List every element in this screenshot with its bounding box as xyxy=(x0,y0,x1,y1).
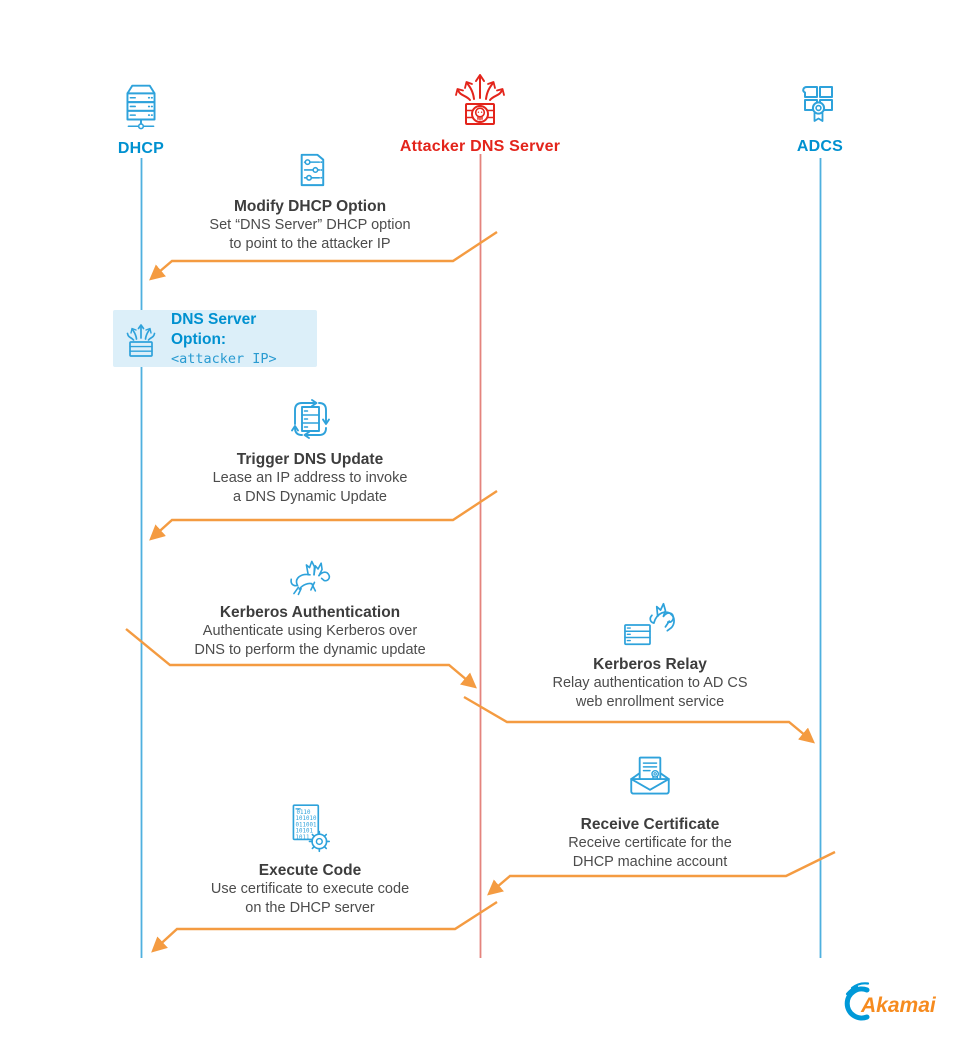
note-title: DNS Server Option: xyxy=(171,310,257,348)
step-description-line: DNS to perform the dynamic update xyxy=(194,642,426,658)
step-modify-dhcp-option xyxy=(160,145,460,254)
binary-text-row: 011001 xyxy=(295,822,317,829)
dns-server-option-note xyxy=(113,310,317,367)
step-trigger-dns-update xyxy=(160,393,460,507)
step-description-line: a DNS Dynamic Update xyxy=(233,489,387,505)
step-title: Trigger DNS Update xyxy=(236,451,384,468)
binary-text-row: 1011 xyxy=(295,834,310,841)
note-attacker-ip-value: <attacker IP> xyxy=(171,350,277,367)
modify-option-sliders-icon xyxy=(160,145,460,192)
akamai-logo-text: Akamai xyxy=(861,994,936,1017)
step-description-line: Lease an IP address to invoke xyxy=(212,470,408,486)
actor-label-attacker: Attacker DNS Server xyxy=(399,138,561,155)
step-receive-certificate xyxy=(500,750,800,872)
step-title: Kerberos Relay xyxy=(593,656,707,673)
step-description xyxy=(485,674,815,712)
step-description-line: on the DHCP server xyxy=(245,900,375,916)
akamai-logo xyxy=(840,980,955,1028)
step-description xyxy=(160,216,460,254)
actor-adcs xyxy=(760,76,880,156)
step-description-line: Use certificate to execute code xyxy=(210,881,410,897)
actor-label-dhcp: DHCP xyxy=(117,140,165,157)
step-title: Kerberos Authentication xyxy=(219,604,401,621)
binary-text-row: 0110 xyxy=(296,810,311,817)
dns-option-server-icon xyxy=(123,318,159,360)
step-description-line: DHCP machine account xyxy=(572,854,728,870)
step-description xyxy=(500,834,800,872)
adcs-certificate-icon xyxy=(760,76,880,132)
code-gear-icon xyxy=(160,800,460,856)
step-description-line: Relay authentication to AD CS xyxy=(552,675,748,691)
step-title: Receive Certificate xyxy=(580,816,720,833)
actor-attacker-dns-server xyxy=(380,68,580,156)
dhcp-server-icon xyxy=(81,76,201,134)
kerberos-cerberus-icon xyxy=(145,548,475,598)
step-description-line: web enrollment service xyxy=(575,694,725,710)
actor-label-adcs: ADCS xyxy=(796,138,844,155)
kerberos-relay-icon xyxy=(485,598,815,650)
step-title: Execute Code xyxy=(258,862,362,879)
binary-text-row: 101010 xyxy=(295,816,317,823)
binary-text-row: 10101 xyxy=(295,828,313,835)
certificate-envelope-icon xyxy=(500,750,800,810)
step-description xyxy=(160,469,460,507)
step-description-line: Receive certificate for the xyxy=(568,835,732,851)
step-kerberos-relay xyxy=(485,598,815,712)
attacker-dns-server-icon xyxy=(380,68,580,132)
step-title: Modify DHCP Option xyxy=(233,198,387,215)
step-description-line: Set “DNS Server” DHCP option xyxy=(209,217,411,233)
step-description xyxy=(145,622,475,660)
step-description-line: Authenticate using Kerberos over xyxy=(202,623,418,639)
dns-update-refresh-icon xyxy=(160,393,460,445)
step-kerberos-authentication xyxy=(145,548,475,660)
step-execute-code xyxy=(160,800,460,918)
step-description xyxy=(160,880,460,918)
step-description-line: to point to the attacker IP xyxy=(229,236,391,252)
